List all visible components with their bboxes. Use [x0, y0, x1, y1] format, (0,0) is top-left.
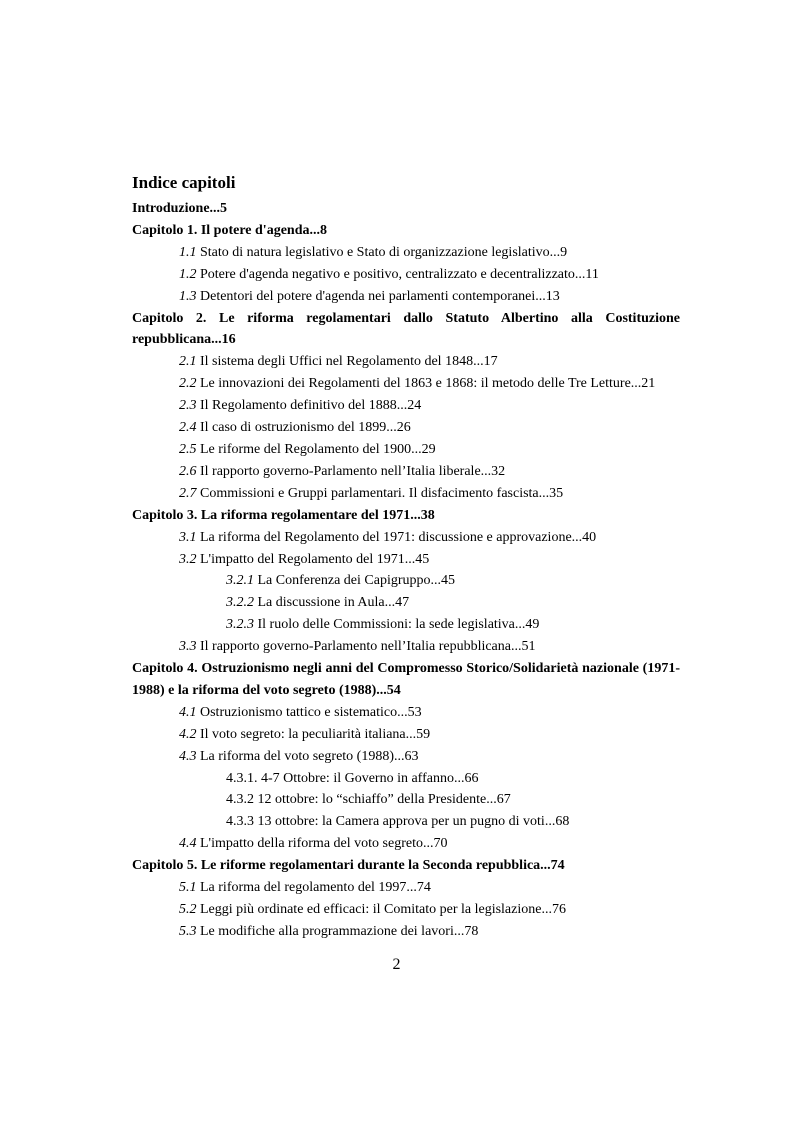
toc-entry-title: La discussione in Aula...47: [257, 595, 410, 611]
toc-entry-title: Il rapporto governo-Parlamento nell’Italia liberale...32: [200, 463, 506, 479]
toc-entry-number: 3.2.2: [226, 595, 254, 611]
toc-entry-number: 2.2: [179, 376, 197, 392]
toc-subsection-entry: [132, 614, 680, 636]
toc-entry-number: 4.2: [179, 726, 197, 742]
toc-entry-number: 4.3.1.: [226, 770, 258, 786]
toc-entry-number: 5.3: [179, 923, 197, 939]
toc-entry-number: 5.1: [179, 880, 197, 896]
toc-subsection-entry: [132, 570, 680, 592]
toc-entry-number: 4.3.3: [226, 814, 254, 830]
toc-section-entry: [132, 899, 680, 921]
toc-entry-number: 3.2: [179, 551, 197, 567]
toc-entry-title: Commissioni e Gruppi parlamentari. Il disfacimento fascista...35: [200, 485, 564, 501]
toc-entry-number: 4.1: [179, 704, 197, 720]
toc-entry-title: La riforma del regolamento del 1997...74: [200, 880, 431, 896]
toc-entry-title: Ostruzionismo tattico e sistematico...53: [200, 704, 422, 720]
toc-section-entry: [132, 439, 680, 461]
toc-entry-title: Stato di natura legislativo e Stato di organizzazione legislativo...9: [200, 244, 568, 260]
toc-entry-title: Le innovazioni dei Regolamenti del 1863 e 1868: il metodo delle Tre Letture...21: [200, 376, 656, 392]
toc-section-entry: [132, 483, 680, 505]
toc-entry-number: 3.1: [179, 529, 197, 545]
toc-entry-title: Il Regolamento definitivo del 1888...24: [200, 398, 422, 414]
toc-entry-title: Le riforme del Regolamento del 1900...29: [200, 441, 436, 457]
toc-entry-title: L'impatto del Regolamento del 1971...45: [200, 551, 430, 567]
toc-section-entry: [132, 461, 680, 483]
toc-entry-title: Leggi più ordinate ed efficaci: il Comitato per la legislazione...76: [200, 902, 566, 917]
toc-entry-number: 5.2: [179, 902, 197, 917]
toc-chapter-entry: Capitolo 2. Le riforma regolamentari dallo Statuto Albertino alla Costituzione repubblicana...16: [132, 310, 680, 348]
toc-entry-number: 1.2: [179, 266, 197, 282]
toc-subsection-entry: [132, 768, 680, 790]
toc-section-entry: [132, 373, 680, 395]
table-of-contents: [132, 172, 680, 943]
toc-entry-number: 2.1: [179, 354, 197, 370]
toc-section-entry: [132, 527, 680, 549]
toc-entry-title: Il ruolo delle Commissioni: la sede legislativa...49: [257, 617, 540, 633]
toc-entry-title: Il voto segreto: la peculiarità italiana...59: [200, 726, 431, 742]
toc-entry-number: 1.3: [179, 288, 197, 304]
toc-section-entry: [132, 636, 680, 658]
toc-entry-title: Il caso di ostruzionismo del 1899...26: [200, 420, 411, 436]
toc-entry-title: Le modifiche alla programmazione dei lavori...78: [200, 923, 479, 939]
toc-entry-title: Potere d'agenda negativo e positivo, centralizzato e decentralizzato...11: [200, 266, 599, 282]
toc-section-entry: [132, 746, 680, 768]
toc-list: [132, 198, 680, 943]
toc-entry-number: 2.7: [179, 485, 197, 501]
toc-entry-number: 3.3: [179, 639, 197, 655]
toc-section-entry: [132, 264, 680, 286]
toc-section-entry: [132, 877, 680, 899]
toc-entry-title: 4-7 Ottobre: il Governo in affanno...66: [261, 770, 479, 786]
toc-section-entry: [132, 921, 680, 943]
toc-entry-title: La riforma del Regolamento del 1971: discussione e approvazione...40: [200, 529, 597, 545]
toc-section-entry: [132, 417, 680, 439]
toc-section-entry: [132, 351, 680, 373]
toc-section-entry: [132, 286, 680, 308]
toc-section-entry: [132, 395, 680, 417]
toc-section-entry: [132, 702, 680, 724]
toc-entry-number: 3.2.1: [226, 573, 254, 589]
toc-entry-number: 3.2.3: [226, 617, 254, 633]
toc-chapter-entry: Capitolo 3. La riforma regolamentare del 1971...38: [132, 507, 435, 523]
toc-section-entry: [132, 549, 680, 571]
toc-entry-number: 4.3: [179, 748, 197, 764]
toc-chapter-entry: Capitolo 5. Le riforme regolamentari durante la Seconda repubblica...74: [132, 858, 565, 874]
toc-entry-title: Detentori del potere d'agenda nei parlamenti contemporanei...13: [200, 288, 560, 304]
page-number: 2: [392, 956, 401, 973]
toc-entry-number: 2.5: [179, 441, 197, 457]
toc-entry-number: 1.1: [179, 244, 197, 260]
toc-subsection-entry: [132, 789, 680, 811]
toc-entry-number: 2.3: [179, 398, 197, 414]
toc-section-entry: [132, 833, 680, 855]
toc-heading: Indice capitoli: [132, 173, 236, 192]
toc-entry-title: Il rapporto governo-Parlamento nell’Italia repubblicana...51: [200, 639, 536, 655]
toc-entry-title: 13 ottobre: la Camera approva per un pugno di voti...68: [257, 814, 570, 830]
toc-entry-number: 2.6: [179, 463, 197, 479]
toc-subsection-entry: [132, 811, 680, 833]
toc-entry-title: Il sistema degli Uffici nel Regolamento del 1848...17: [200, 354, 498, 370]
toc-entry-title: L'impatto della riforma del voto segreto...70: [200, 836, 448, 852]
toc-entry-number: 4.4: [179, 836, 197, 852]
toc-entry-number: 4.3.2: [226, 792, 254, 808]
toc-subsection-entry: [132, 592, 680, 614]
toc-chapter-entry: Capitolo 1. Il potere d'agenda...8: [132, 222, 327, 238]
toc-entry-number: 2.4: [179, 420, 197, 436]
toc-section-entry: [132, 242, 680, 264]
toc-entry-title: La riforma del voto segreto (1988)...63: [200, 748, 419, 764]
toc-chapter-entry: Introduzione...5: [132, 201, 228, 216]
toc-entry-title: La Conferenza dei Capigruppo...45: [257, 573, 455, 589]
toc-section-entry: [132, 724, 680, 746]
toc-chapter-entry: Capitolo 4. Ostruzionismo negli anni del Compromesso Storico/Solidarietà nazionale (1971-1988) e la riforma del voto segreto (1988)...54: [132, 661, 680, 698]
toc-entry-title: 12 ottobre: lo “schiaffo” della Presidente...67: [257, 792, 511, 808]
